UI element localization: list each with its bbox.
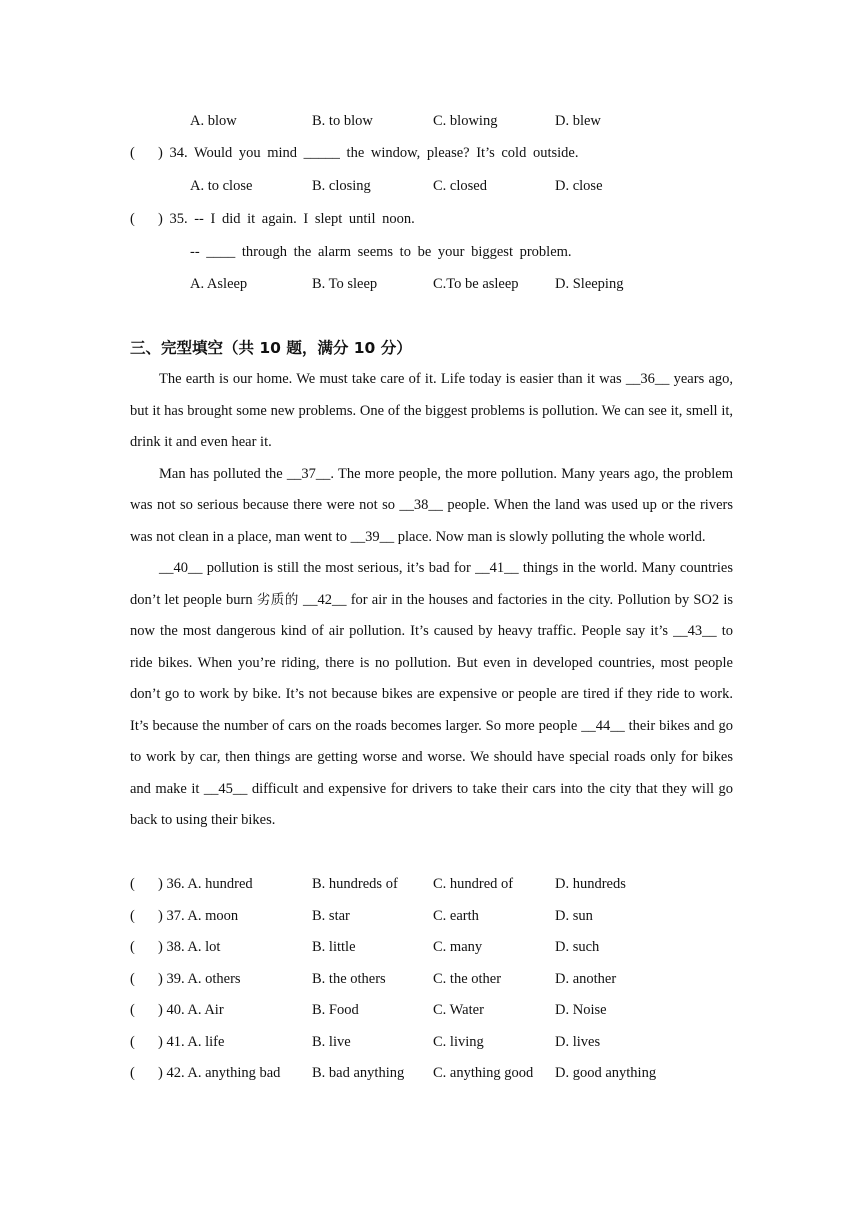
option-a: ) 39. A. others [158,971,241,987]
passage-paragraph-2: Man has polluted the __37__. The more people, the more pollution. Many years ago, the problem was not so serious because there were not so __38__ people. When the land was used up or the rivers was not clean in a place, man went to __39__ place. Now man is slowly polluting the whole world. [130,465,733,545]
q34-option-a: A. to close [190,178,253,194]
option-d: D. Noise [555,1002,607,1018]
q35-text-line2: -- ____ through the alarm seems to be your biggest problem. [190,244,572,260]
option-b: B. hundreds of [312,876,398,892]
option-b: B. star [312,908,350,924]
option-d: D. sun [555,908,593,924]
option-c: C. living [433,1034,484,1050]
option-b: B. bad anything [312,1065,405,1081]
option-d: D. such [555,939,600,955]
option-c: C. many [433,939,483,955]
option-a: ) 40. A. Air [158,1002,224,1018]
passage-paragraph-1: The earth is our home. We must take care of it. Life today is easier than it was __36__ years ago, but it has brought some new problems. One of the biggest problems is pollution. We can see it, smell it, drink it and even hear it. [130,371,733,450]
answer-paren: ( [130,1034,135,1050]
q33-option-c: C. blowing [433,113,498,129]
q34-text: ) 34. Would you mind _____ the window, please? It’s cold outside. [158,145,579,161]
answer-paren: ( [130,971,135,987]
answer-paren: ( [130,876,135,892]
option-c: C. hundred of [433,876,514,892]
answer-paren: ( [130,908,135,924]
option-c: C. the other [433,971,502,987]
option-c: C. Water [433,1002,484,1018]
option-d: D. good anything [555,1065,657,1081]
chinese-gloss: 劣质的 [256,591,299,608]
answer-paren: ( [130,1065,135,1081]
option-a: ) 38. A. lot [158,939,221,955]
option-a: ) 41. A. life [158,1034,225,1050]
q34-option-b: B. closing [312,178,371,194]
q35-option-c: C.To be asleep [433,276,519,292]
q35-option-a: A. Asleep [190,276,248,292]
q33-option-a: A. blow [190,113,237,129]
q34-option-c: C. closed [433,178,487,194]
option-d: D. lives [555,1034,601,1050]
option-a: ) 36. A. hundred [158,876,253,892]
passage-paragraph-3 [130,553,733,837]
q35-text: ) 35. -- I did it again. I slept until noon. [158,211,415,227]
passage-text: __42__ for air in the houses and factories in the city. Pollution by SO2 is now the most dangerous kind of air pollution. It’s caused by heavy traffic. People say it’s __43__ to ride bikes. When you’re riding, there is no pollution. But even in developed countries, most people don’t go to work by bike. It’s not because bikes are expensive or people are tired if they ride to work. It’s because the number of cars on the roads becomes larger. So more people __44__ their bikes and go to work by car, then things are getting worse and worse. We should have special roads only for bikes and make it __45__ difficult and expensive for drivers to take their cars into the city that they will go back to using their bikes. [130,591,733,828]
answer-paren: ( [130,145,135,161]
option-a: ) 42. A. anything bad [158,1065,281,1081]
answer-paren: ( [130,211,135,227]
q35-option-d: D. Sleeping [555,276,624,292]
option-a: ) 37. A. moon [158,908,239,924]
cloze-passage [130,364,733,837]
q34-option-d: D. close [555,178,603,194]
passage-text: __40__ pollution is still the most serious, it’s bad for __41__ things in the world. Many countries don’t let people burn [130,560,733,608]
option-b: B. the others [312,971,386,987]
option-b: B. Food [312,1002,359,1018]
option-d: D. hundreds [555,876,626,892]
answer-paren: ( [130,939,135,955]
q35-option-b: B. To sleep [312,276,378,292]
option-c: C. earth [433,908,479,924]
option-b: B. live [312,1034,351,1050]
option-d: D. another [555,971,617,987]
q33-option-b: B. to blow [312,113,373,129]
option-c: C. anything good [433,1065,534,1081]
answer-paren: ( [130,1002,135,1018]
option-b: B. little [312,939,356,955]
q33-option-d: D. blew [555,113,601,129]
section-heading: 三、完型填空（共 10 题，满分 10 分） [130,339,412,357]
